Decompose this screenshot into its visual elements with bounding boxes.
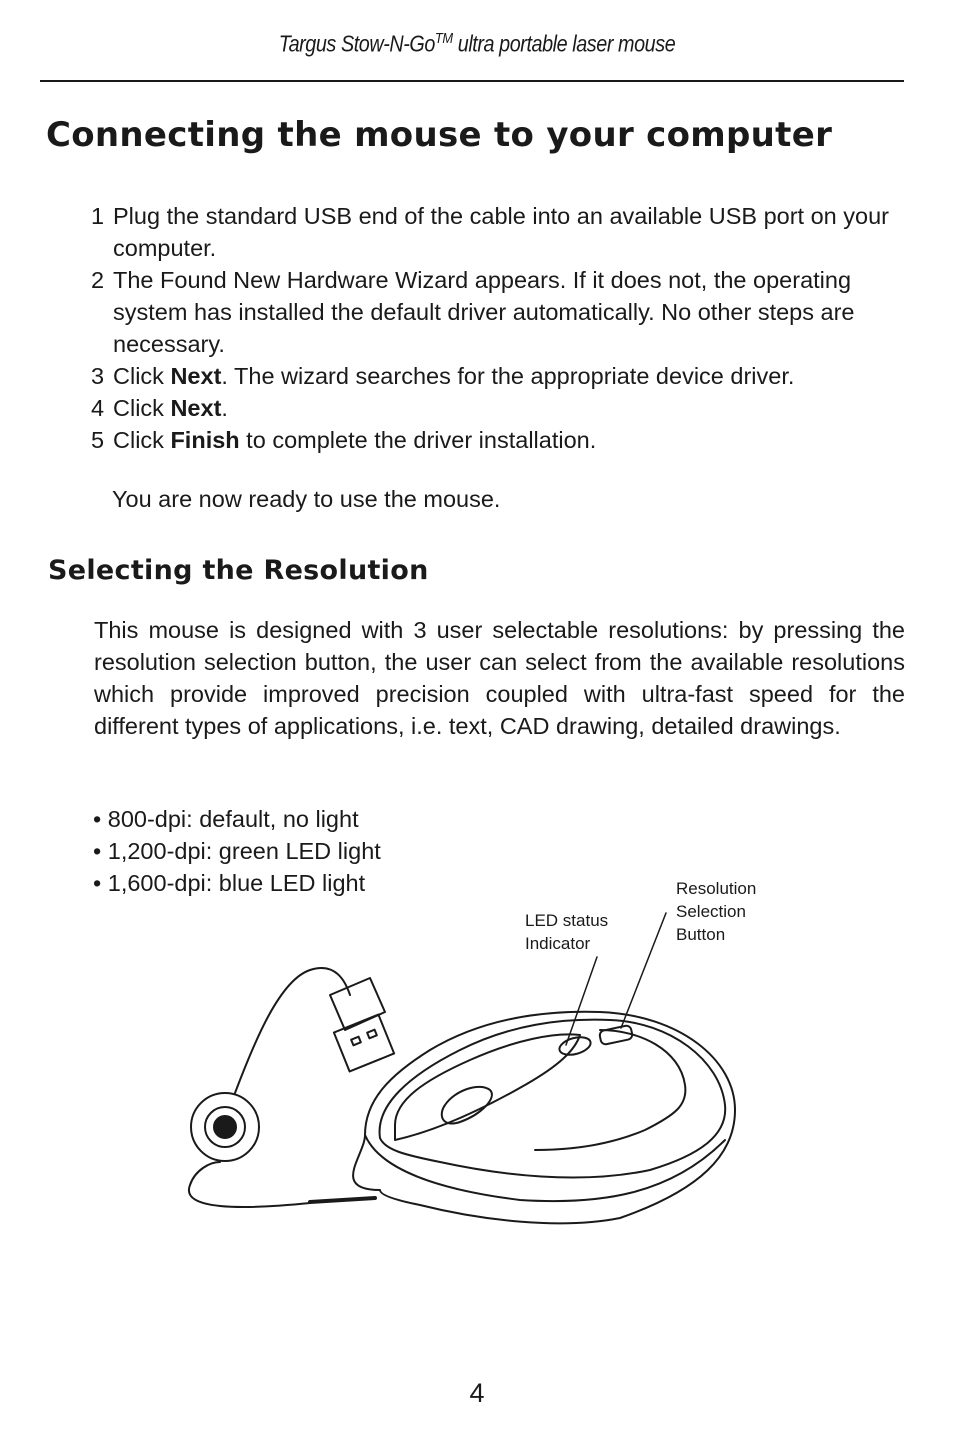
section-heading-resolution: Selecting the Resolution [48,555,429,586]
step-text: . The wizard searches for the appropriate device driver. [221,363,795,389]
mouse-body [353,1012,735,1224]
mouse-right-button [535,1030,685,1150]
step-number: 1 [91,203,105,229]
header-rule [40,80,904,82]
step-number: 4 [91,395,105,421]
steps-list [91,200,911,456]
step-text: to complete the driver installation. [239,427,597,453]
led-leader-line [566,957,597,1045]
step-number: 5 [91,427,105,453]
step-bold-term: Next [170,395,222,421]
resolution-leader-line [621,913,666,1028]
usb-pin-hole [351,1037,361,1046]
mouse-top-shell [380,1020,726,1178]
page-number: 4 [469,1378,485,1408]
callout-line: Indicator [525,934,591,953]
resolution-paragraph: This mouse is designed with 3 user selectable resolutions: by pressing the resolution selection button, the user can select from the available resolutions which provide improved precision coupled with ultra-fast speed for the different types of applications, i.e. text, CAD drawing, detailed drawings. [94,617,905,739]
step-item [91,424,911,456]
usb-pin-hole [367,1030,377,1039]
mouse-cable [189,1162,310,1207]
step-item [91,360,911,392]
cable-strain-relief [310,1198,375,1202]
step-number: 2 [91,267,105,293]
mouse-illustration [180,900,760,1230]
header-trademark: TM [434,30,453,47]
resolution-list [93,803,381,899]
step-text: Click [113,363,171,389]
scroll-wheel [442,1087,492,1124]
mouse-left-button [395,1034,580,1140]
step-text: The Found New Hardware Wizard appears. If it does not, the operating system has installed the default driver automatically. No other steps are necessary. [113,267,855,357]
list-item: • 800-dpi: default, no light [93,806,359,832]
step-number: 3 [91,363,105,389]
header-subtitle: ultra portable laser mouse [452,30,676,57]
usb-cable [235,968,350,1093]
header-title: Targus Stow-N-Go [278,30,435,57]
step-text: Plug the standard USB end of the cable into an available USB port on your computer. [113,203,889,261]
step-text: . [221,395,228,421]
reel-logo [214,1116,236,1138]
list-item: • 1,600-dpi: blue LED light [93,870,366,896]
callout-line: LED status [525,911,609,930]
step-bold-term: Next [170,363,222,389]
list-item: • 1,200-dpi: green LED light [93,838,381,864]
step-item [91,392,911,424]
ready-text: You are now ready to use the mouse. [112,486,501,512]
step-text: Click [113,427,171,453]
step-item [91,264,911,360]
callout-line: Resolution [676,879,757,898]
callout-line: Button [676,925,726,944]
step-bold-term: Finish [170,427,240,453]
step-text: Click [113,395,171,421]
running-header [67,30,887,58]
mouse-base-ridge [365,1135,725,1201]
step-item [91,200,911,264]
section-heading-connecting: Connecting the mouse to your computer [46,115,833,155]
resolution-button [599,1025,633,1045]
callout-line: Selection [676,902,746,921]
